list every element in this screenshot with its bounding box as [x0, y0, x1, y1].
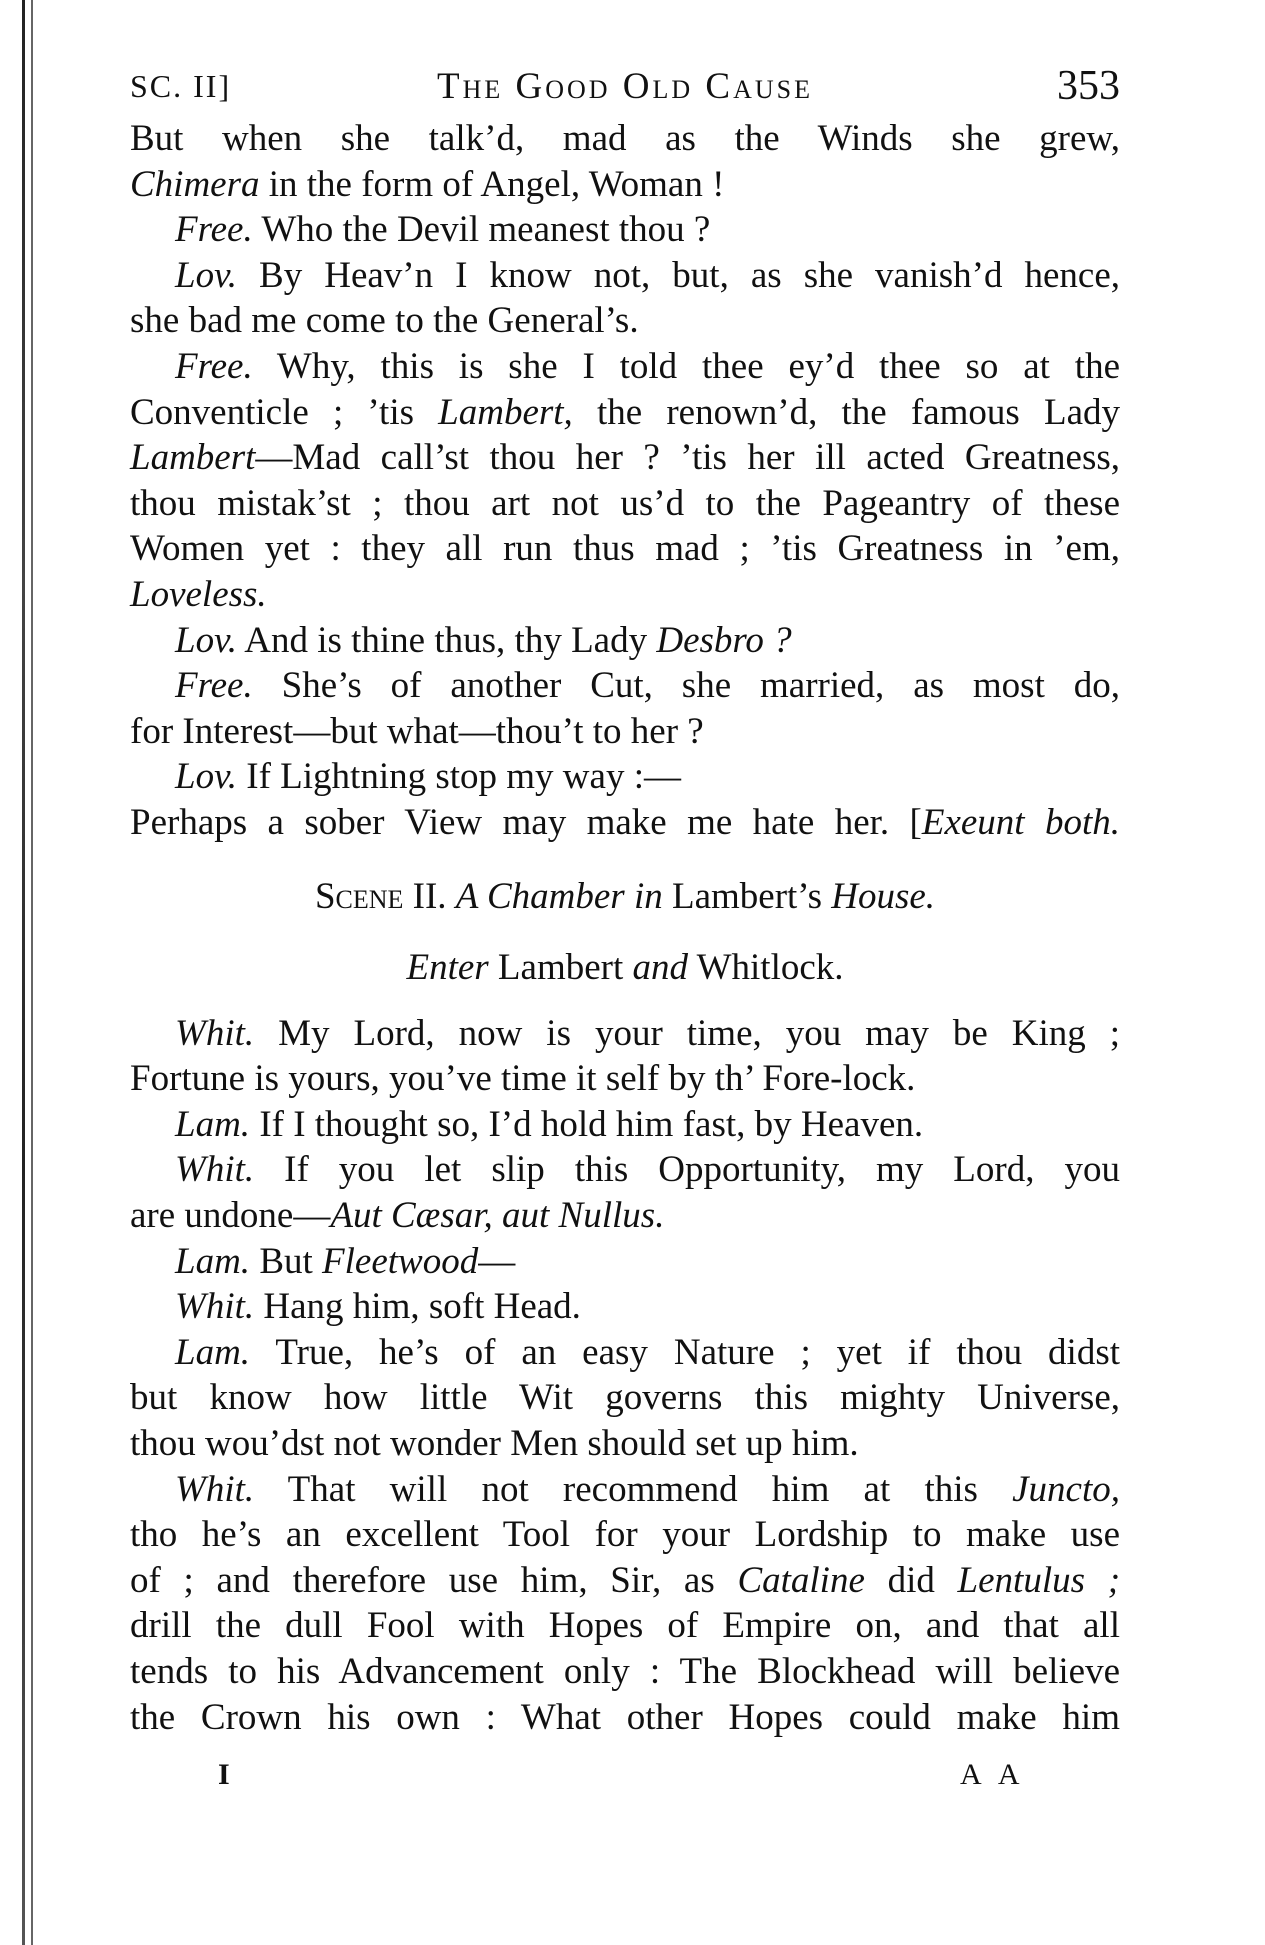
- dialogue-block-2: [130, 1011, 1120, 1741]
- book-page: [130, 58, 1120, 1792]
- text-span: If I thought so, I’d hold him fast, by Heaven.: [250, 1103, 924, 1145]
- text-span: Fortune is yours, you’ve time it self by th’ Fore-lock.: [130, 1058, 916, 1100]
- text-span: She’s of another Cut, she married, as most do,: [252, 665, 1120, 707]
- text-span: My Lord, now is your time, you may be King ;: [254, 1012, 1120, 1054]
- signature-mark-left: I: [218, 1758, 230, 1792]
- text-line: [130, 1239, 1120, 1285]
- text-span: —Mad call’st thou her ? ’tis her ill acted Greatness,: [255, 437, 1120, 479]
- running-header: [130, 58, 1120, 116]
- speaker-label: Whit.: [175, 1149, 255, 1191]
- text-line: [130, 1193, 1120, 1239]
- text-span: That will not recommend him at this: [254, 1468, 1013, 1510]
- dialogue-block-1: [130, 116, 1120, 846]
- text-line: [130, 1147, 1120, 1193]
- text-line: [130, 618, 1120, 664]
- text-line: [130, 435, 1120, 481]
- text-span: Who the Devil meanest thou ?: [252, 209, 711, 251]
- speaker-label: Whit.: [175, 1012, 255, 1054]
- text-span: House.: [831, 875, 936, 917]
- text-line: [130, 800, 1120, 846]
- text-span: Scene II.: [314, 875, 447, 917]
- text-span: Why, this is she I told thee ey’d thee so at the: [252, 345, 1120, 387]
- speaker-label: Lov.: [175, 254, 238, 296]
- text-line: [130, 1011, 1120, 1057]
- speaker-label: Whit.: [175, 1286, 255, 1328]
- running-title: The Good Old Cause: [436, 66, 813, 107]
- text-span: Aut Cæsar, aut Nullus.: [330, 1195, 665, 1237]
- text-line: [130, 390, 1120, 436]
- text-line: [130, 1558, 1120, 1604]
- text-line: [130, 298, 1120, 344]
- text-line: [130, 709, 1120, 755]
- text-line: [130, 526, 1120, 572]
- text-line: [130, 663, 1120, 709]
- text-span: Women yet : they all run thus mad ; ’tis Greatness in ’em,: [130, 528, 1120, 570]
- text-line: [130, 1603, 1120, 1649]
- text-line: [130, 344, 1120, 390]
- text-span: Lentulus ;: [957, 1559, 1121, 1601]
- text-span: and: [632, 947, 688, 989]
- text-span: thou mistak’st ; thou art not us’d to the Pageantry of these: [130, 482, 1120, 524]
- text-span: drill the dull Fool with Hopes of Empire on, and that all: [130, 1605, 1120, 1647]
- text-span: thou wou’dst not wonder Men should set up him.: [130, 1423, 859, 1465]
- book-spine-shadow: [31, 0, 33, 1945]
- text-line: [130, 1284, 1120, 1330]
- text-span: Perhaps a sober View may make me hate her. [: [130, 801, 922, 843]
- text-span: Loveless.: [130, 573, 267, 615]
- text-span: And is thine thus, thy Lady: [237, 619, 657, 661]
- text-span: A Chamber in: [455, 875, 663, 917]
- text-span: the renown’d, the famous Lady: [572, 391, 1120, 433]
- text-line: [130, 1375, 1120, 1421]
- text-span: But: [250, 1240, 323, 1282]
- text-span: If you let slip this Opportunity, my Lord, you: [254, 1149, 1120, 1191]
- speaker-label: Lov.: [175, 619, 238, 661]
- text-line: [130, 116, 1120, 162]
- text-line: [130, 572, 1120, 618]
- scene-heading: [130, 874, 1120, 920]
- text-span: did: [864, 1559, 958, 1601]
- text-line: [130, 481, 1120, 527]
- text-line: [130, 1649, 1120, 1695]
- speaker-label: Free.: [175, 209, 253, 251]
- text-span: Whitlock.: [696, 947, 844, 989]
- page-footer: [130, 1752, 1120, 1792]
- speaker-label: Lam.: [175, 1240, 251, 1282]
- text-span: Hang him, soft Head.: [254, 1286, 581, 1328]
- text-span: she bad me come to the General’s.: [130, 300, 639, 342]
- speaker-label: Whit.: [175, 1468, 255, 1510]
- text-span: But when she talk’d, mad as the Winds she grew,: [130, 118, 1120, 159]
- text-line: [130, 1056, 1120, 1102]
- text-line: [130, 1421, 1120, 1467]
- text-span: True, he’s of an easy Nature ; yet if thou didst: [250, 1331, 1120, 1373]
- book-spine-edge: [22, 0, 25, 1945]
- text-line: [130, 207, 1120, 253]
- speaker-label: Free.: [175, 345, 253, 387]
- text-line: [130, 1467, 1120, 1513]
- text-span: tends to his Advancement only : The Blockhead will believe: [130, 1651, 1120, 1692]
- text-span: Lambert’s: [671, 875, 822, 917]
- text-span: Cataline: [737, 1559, 865, 1601]
- speaker-label: Lov.: [175, 756, 238, 798]
- text-span: of ; and therefore use him, Sir, as: [130, 1559, 738, 1601]
- speaker-label: Lam.: [175, 1103, 251, 1145]
- text-line: [130, 754, 1120, 800]
- text-span: in the form of Angel, Woman !: [259, 163, 725, 205]
- text-span: but know how little Wit governs this mighty Universe,: [130, 1377, 1120, 1419]
- text-span: Fleetwood: [322, 1240, 479, 1282]
- text-line: [130, 1512, 1120, 1558]
- text-span: Lambert,: [438, 391, 573, 433]
- signature-mark-right: A A: [960, 1758, 1026, 1792]
- text-span: Juncto,: [1012, 1468, 1120, 1510]
- section-marker: SC. II]: [130, 68, 232, 104]
- text-span: Enter: [406, 947, 489, 989]
- text-span: If Lightning stop my way :—: [237, 756, 681, 798]
- text-line: [130, 253, 1120, 299]
- speaker-label: Free.: [175, 665, 253, 707]
- page-number: 353: [1057, 63, 1120, 109]
- text-span: are undone—: [130, 1195, 331, 1237]
- text-span: Lambert: [497, 947, 624, 989]
- text-span: Desbro ?: [656, 619, 792, 661]
- text-line: [130, 162, 1120, 208]
- text-span: Lambert: [130, 437, 256, 479]
- text-line: [130, 1102, 1120, 1148]
- text-span: tho he’s an excellent Tool for your Lordship to make use: [130, 1514, 1120, 1556]
- text-span: Chimera: [130, 163, 260, 205]
- stage-direction: Exeunt both.: [921, 801, 1120, 843]
- speaker-label: Lam.: [175, 1331, 251, 1373]
- text-line: [130, 1695, 1120, 1741]
- text-line: [130, 1330, 1120, 1376]
- text-span: Conventicle ; ’tis: [130, 391, 439, 433]
- text-span: By Heav’n I know not, but, as she vanish’d hence,: [237, 254, 1120, 296]
- stage-entry: [130, 945, 1120, 991]
- text-span: the Crown his own : What other Hopes could make him: [130, 1696, 1120, 1738]
- text-span: for Interest—but what—thou’t to her ?: [130, 710, 704, 752]
- text-span: —: [478, 1240, 516, 1282]
